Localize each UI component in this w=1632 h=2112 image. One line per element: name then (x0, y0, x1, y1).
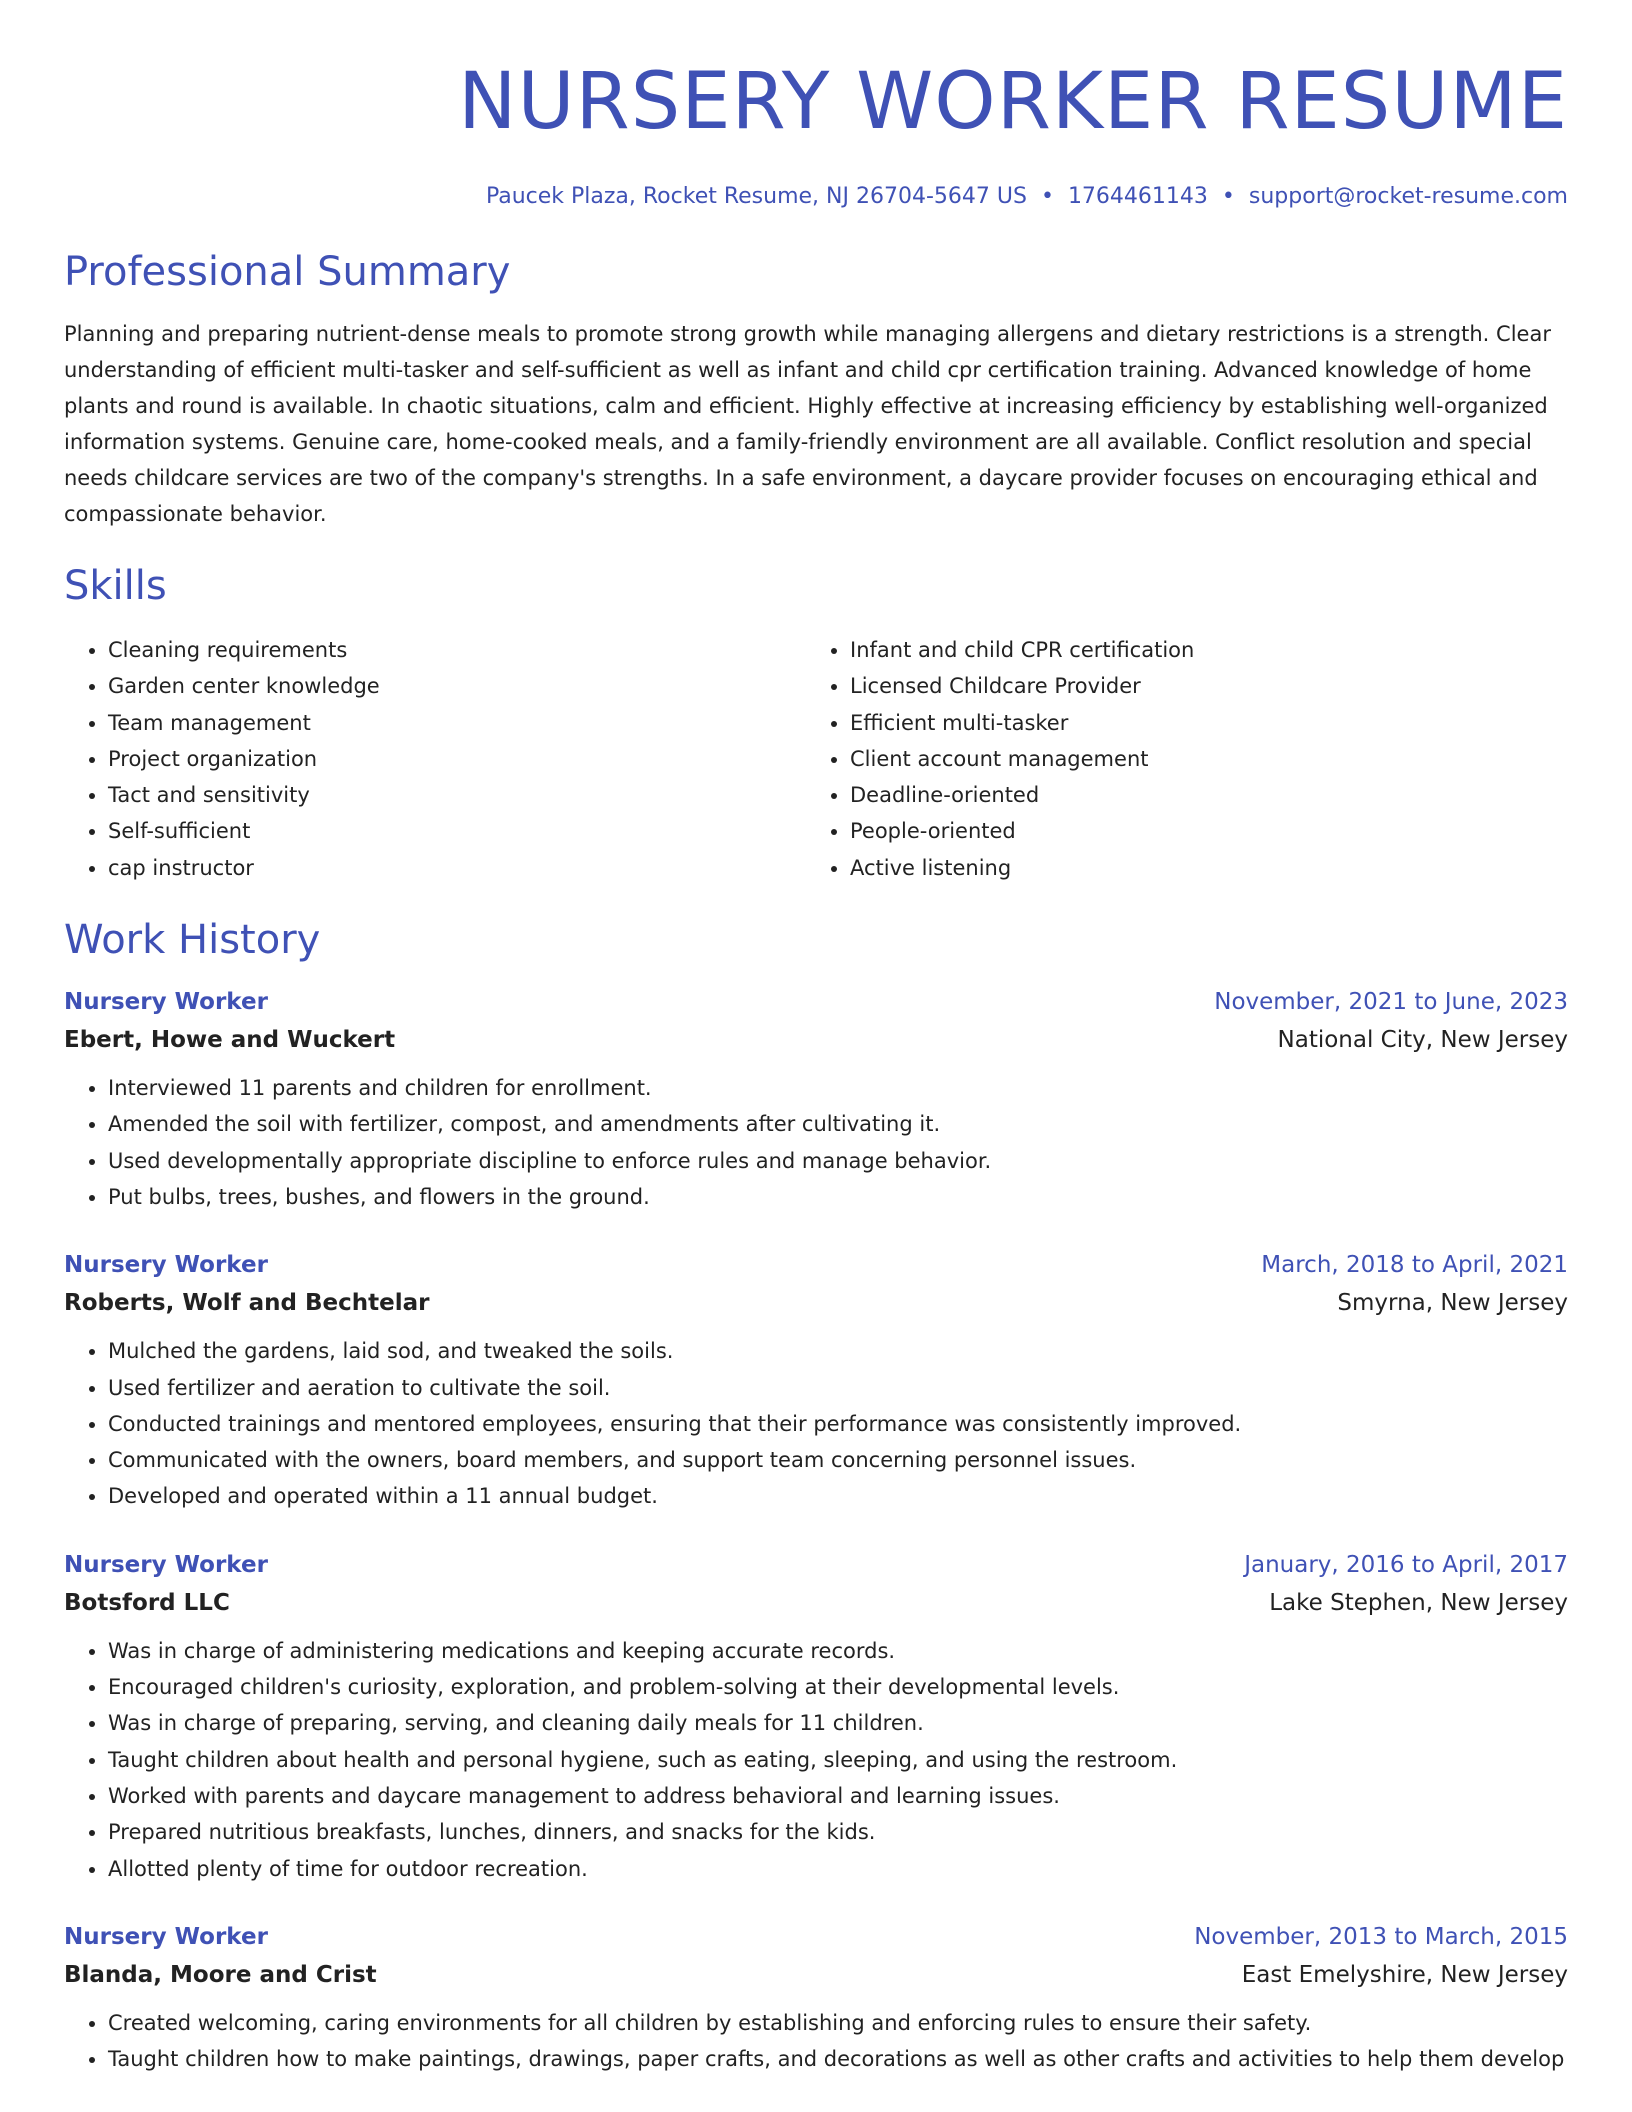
job-bullets (64, 2005, 1568, 2078)
job-bullet: • Allotted plenty of time for outdoor recreation. (108, 1851, 1568, 1887)
contact-address: Paucek Plaza, Rocket Resume, NJ 26704-5647 US (485, 184, 1027, 209)
job-entry (64, 1247, 1568, 1514)
job-company-row (64, 1955, 1568, 1995)
job-company: Blanda, Moore and Crist (64, 1961, 377, 1988)
job-title: Nursery Worker (64, 989, 268, 1016)
job-bullet: • Taught children about health and personal hygiene, such as eating, sleeping, and using the restroom. (108, 1742, 1568, 1778)
job-bullet: • Used fertilizer and aeration to cultivate the soil. (108, 1370, 1568, 1406)
job-bullet: • Put bulbs, trees, bushes, and flowers in the ground. (108, 1179, 1568, 1215)
contact-phone: 1764461143 (1067, 184, 1208, 209)
job-company-row (64, 1020, 1568, 1060)
contact-separator: • (1040, 184, 1054, 209)
work-history-heading: Work History (64, 917, 321, 964)
job-bullets (64, 1070, 1568, 1215)
job-title: Nursery Worker (64, 1551, 268, 1578)
job-company: Roberts, Wolf and Bechtelar (64, 1290, 430, 1317)
summary-heading: Professional Summary (64, 249, 511, 295)
skill-item: • Infant and child CPR certification (850, 632, 1548, 668)
job-bullet: • Mulched the gardens, laid sod, and tweaked the soils. (108, 1333, 1568, 1369)
job-bullet: • Taught children how to make paintings, drawings, paper crafts, and decorations as well as other crafts and activities to help them develop (108, 2041, 1568, 2077)
skill-item: • Active listening (850, 850, 1548, 886)
contact-line (64, 182, 1568, 212)
job-location: National City, New Jersey (1277, 1027, 1568, 1054)
job-company-row (64, 1583, 1568, 1623)
job-entry (64, 1919, 1568, 2078)
job-bullet: • Encouraged children's curiosity, exploration, and problem-solving at their developmental levels. (108, 1669, 1568, 1705)
job-entry (64, 1547, 1568, 1887)
job-bullet: • Worked with parents and daycare management to address behavioral and learning issues. (108, 1778, 1568, 1814)
skills-column-right (806, 632, 1548, 886)
job-bullet: • Created welcoming, caring environments for all children by establishing and enforcing rules to ensure their safety. (108, 2005, 1568, 2041)
job-dates: March, 2018 to April, 2021 (1261, 1252, 1568, 1279)
job-header-row (64, 1919, 1568, 1955)
job-bullet: • Conducted trainings and mentored employees, ensuring that their performance was consistently improved. (108, 1406, 1568, 1442)
skill-item: • cap instructor (108, 850, 806, 886)
job-company-row (64, 1283, 1568, 1323)
job-title: Nursery Worker (64, 1923, 268, 1950)
job-bullet: • Interviewed 11 parents and children for enrollment. (108, 1070, 1568, 1106)
job-location: Lake Stephen, New Jersey (1269, 1589, 1568, 1616)
skills-heading: Skills (64, 563, 167, 609)
job-bullets (64, 1333, 1568, 1514)
job-location: Smyrna, New Jersey (1337, 1290, 1568, 1317)
job-dates: January, 2016 to April, 2017 (1244, 1551, 1568, 1578)
job-bullet: • Amended the soil with fertilizer, compost, and amendments after cultivating it. (108, 1106, 1568, 1142)
skills-column-left (64, 632, 806, 886)
skill-item: • Tact and sensitivity (108, 777, 806, 813)
skill-item: • Licensed Childcare Provider (850, 668, 1548, 704)
job-dates: November, 2021 to June, 2023 (1214, 989, 1568, 1016)
job-bullets (64, 1633, 1568, 1887)
job-header-row (64, 1247, 1568, 1283)
skill-item: • Cleaning requirements (108, 632, 806, 668)
contact-separator: • (1221, 184, 1235, 209)
contact-email[interactable]: support@rocket-resume.com (1248, 184, 1568, 209)
job-bullet: • Developed and operated within a 11 annual budget. (108, 1478, 1568, 1514)
job-header-row (64, 1547, 1568, 1583)
job-title: Nursery Worker (64, 1252, 268, 1279)
job-entry (64, 984, 1568, 1215)
skill-item: • Self-sufficient (108, 813, 806, 849)
job-bullet: • Was in charge of administering medications and keeping accurate records. (108, 1633, 1568, 1669)
summary-text: Planning and preparing nutrient-dense meals to promote strong growth while managing allergens and dietary restrictions is a strength. Clear understanding of efficient multi-tasker and self-sufficient as well as infant and child cpr certification training. Advanced knowledge of home plants and round is available. In chaotic situations, calm and efficient. Highly effective at increasing efficiency by establishing well-organized information systems. Genuine care, home-cooked meals, and a family-friendly environment are all available. Conflict resolution and special needs childcare services are two of the company's strengths. In a safe environment, a daycare provider focuses on encouraging ethical and compassionate behavior. (64, 322, 1551, 526)
skill-item: • Team management (108, 705, 806, 741)
resume-title: NURSERY WORKER RESUME (458, 57, 1568, 147)
skill-item: • Project organization (108, 741, 806, 777)
job-bullet: • Communicated with the owners, board members, and support team concerning personnel issues. (108, 1442, 1568, 1478)
job-dates: November, 2013 to March, 2015 (1194, 1923, 1568, 1950)
skill-item: • Efficient multi-tasker (850, 705, 1548, 741)
job-company: Botsford LLC (64, 1589, 230, 1616)
skills-grid (64, 632, 1568, 886)
job-bullet: • Was in charge of preparing, serving, and cleaning daily meals for 11 children. (108, 1705, 1568, 1741)
job-location: East Emelyshire, New Jersey (1241, 1961, 1568, 1988)
resume-page (64, 0, 1568, 2077)
job-company: Ebert, Howe and Wuckert (64, 1027, 396, 1054)
skill-item: • People-oriented (850, 813, 1548, 849)
skill-item: • Deadline-oriented (850, 777, 1548, 813)
skill-item: • Client account management (850, 741, 1548, 777)
skill-item: • Garden center knowledge (108, 668, 806, 704)
job-header-row (64, 984, 1568, 1020)
job-bullet: • Prepared nutritious breakfasts, lunches, dinners, and snacks for the kids. (108, 1814, 1568, 1850)
job-bullet: • Used developmentally appropriate discipline to enforce rules and manage behavior. (108, 1143, 1568, 1179)
